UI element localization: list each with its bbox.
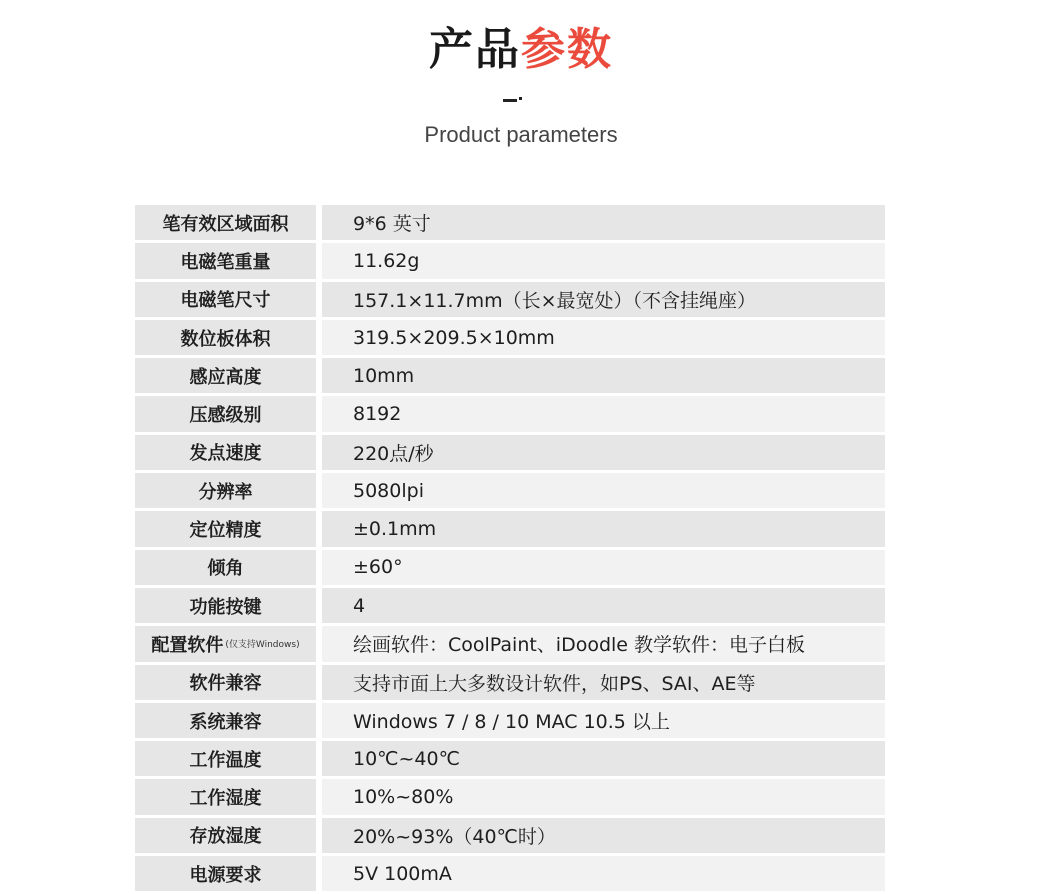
spec-label-text: 笔有效区域面积 xyxy=(162,213,289,235)
spec-label-text: 存放湿度 xyxy=(189,826,262,848)
spec-label xyxy=(135,703,316,741)
spec-value: 8192 xyxy=(322,396,885,434)
spec-value: 20%~93%（40℃时） xyxy=(322,818,885,856)
spec-row xyxy=(135,358,885,396)
spec-value: 支持市面上大多数设计软件，如PS、SAI、AE等 xyxy=(322,665,885,703)
spec-value: 4 xyxy=(322,588,885,626)
spec-row xyxy=(135,856,885,894)
spec-value: ±0.1mm xyxy=(322,511,885,549)
spec-label xyxy=(135,473,316,511)
spec-row xyxy=(135,511,885,549)
spec-value: 10mm xyxy=(322,358,885,396)
spec-label-text: 工作温度 xyxy=(189,749,262,771)
spec-label xyxy=(135,435,316,473)
spec-label-text: 分辨率 xyxy=(198,481,253,503)
spec-row xyxy=(135,665,885,703)
spec-label xyxy=(135,243,316,281)
spec-label-text: 压感级别 xyxy=(189,405,262,427)
spec-label-text: 电源要求 xyxy=(189,864,262,886)
spec-label xyxy=(135,665,316,703)
spec-row xyxy=(135,473,885,511)
spec-label xyxy=(135,320,316,358)
spec-label-text: 数位板体积 xyxy=(180,328,271,350)
spec-label-note: (仅支持Windows) xyxy=(225,640,300,651)
spec-row xyxy=(135,703,885,741)
title-divider xyxy=(503,99,517,102)
spec-row xyxy=(135,741,885,779)
spec-label-text: 感应高度 xyxy=(189,366,262,388)
spec-label-text: 系统兼容 xyxy=(189,711,262,733)
spec-label-text: 电磁笔尺寸 xyxy=(180,290,271,312)
spec-row xyxy=(135,282,885,320)
spec-row xyxy=(135,205,885,243)
spec-label xyxy=(135,818,316,856)
spec-label xyxy=(135,856,316,894)
spec-row xyxy=(135,396,885,434)
spec-row xyxy=(135,626,885,664)
spec-label xyxy=(135,396,316,434)
spec-row xyxy=(135,588,885,626)
spec-value: 157.1×11.7mm（长×最宽处）（不含挂绳座） xyxy=(322,282,885,320)
spec-label xyxy=(135,358,316,396)
spec-label xyxy=(135,511,316,549)
spec-value: 绘画软件：CoolPaint、iDoodle 教学软件：电子白板 xyxy=(322,626,885,664)
spec-row xyxy=(135,818,885,856)
spec-label xyxy=(135,741,316,779)
spec-label-text: 发点速度 xyxy=(189,443,262,465)
spec-label xyxy=(135,588,316,626)
spec-row xyxy=(135,243,885,281)
page-title xyxy=(0,22,1042,78)
spec-value: 319.5×209.5×10mm xyxy=(322,320,885,358)
spec-label xyxy=(135,205,316,243)
spec-label-text: 倾角 xyxy=(207,558,244,580)
spec-label-text: 工作湿度 xyxy=(189,788,262,810)
spec-label-text: 软件兼容 xyxy=(189,673,262,695)
spec-label xyxy=(135,550,316,588)
spec-value: 5080lpi xyxy=(322,473,885,511)
title-part-1: 产品 xyxy=(429,24,521,75)
spec-row xyxy=(135,550,885,588)
spec-label xyxy=(135,626,316,664)
spec-value: 11.62g xyxy=(322,243,885,281)
spec-row xyxy=(135,779,885,817)
spec-value: ±60° xyxy=(322,550,885,588)
spec-value: 10℃~40℃ xyxy=(322,741,885,779)
spec-value: 10%~80% xyxy=(322,779,885,817)
title-divider-dot xyxy=(519,97,522,100)
spec-label-text: 功能按键 xyxy=(189,596,262,618)
spec-label xyxy=(135,779,316,817)
spec-label-text: 电磁笔重量 xyxy=(180,251,271,273)
title-part-2: 参数 xyxy=(521,24,613,75)
spec-row xyxy=(135,320,885,358)
spec-label-text: 定位精度 xyxy=(189,520,262,542)
spec-value: 9*6 英寸 xyxy=(322,205,885,243)
spec-value: Windows 7 / 8 / 10 MAC 10.5 以上 xyxy=(322,703,885,741)
spec-label xyxy=(135,282,316,320)
spec-value: 5V 100mA xyxy=(322,856,885,894)
spec-table xyxy=(135,205,885,894)
spec-row xyxy=(135,435,885,473)
page-subtitle: Product parameters xyxy=(424,122,618,147)
spec-label-text: 配置软件 xyxy=(151,634,224,656)
spec-value: 220点/秒 xyxy=(322,435,885,473)
